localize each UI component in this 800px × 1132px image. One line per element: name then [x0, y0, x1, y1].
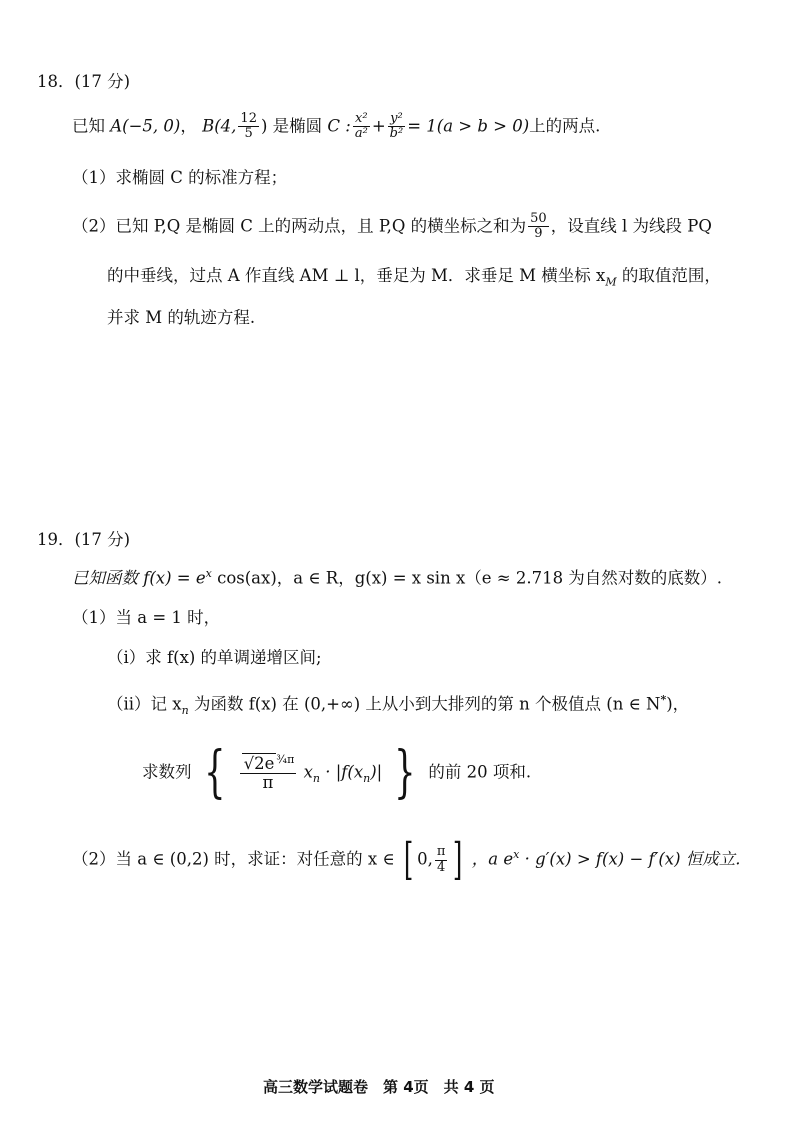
q19-seq-frac	[240, 754, 297, 793]
q18-point-b: B(4,	[202, 116, 237, 136]
brace-left: {	[203, 740, 226, 805]
q19-part2	[72, 834, 741, 885]
q18-intro-text1: 已知	[72, 116, 105, 136]
q18-header: 18．(17 分)	[37, 72, 131, 91]
q18-part2-line2-tail: 的取值范围，	[621, 266, 721, 285]
q18-point-a: A(−5, 0)	[110, 116, 181, 136]
q18-frac-num: 12	[240, 111, 257, 126]
q18-part2-line2-text: 的中垂线，过点 A 作直线 AM ⊥ l，垂足为 M．求垂足 M 横坐标 x	[107, 266, 606, 285]
q18-part2-text-a: （2）已知 P,Q 是椭圆 C 上的两动点，且 P,Q 的横坐标之和为	[72, 216, 527, 236]
q18-eq: = 1(a > b > 0)	[407, 116, 530, 136]
q18-xm-sub: M	[605, 275, 617, 289]
q18-plus: +	[371, 116, 386, 136]
q18-frac-50-9	[528, 212, 549, 242]
q19-sub-ii-a: （ii）记 x	[107, 694, 182, 714]
q19-seq-num	[240, 754, 297, 775]
q19-sub-ii-sub: n	[181, 703, 189, 717]
q19-part2-b: ，a e	[471, 849, 514, 869]
q19-intro-sup: x	[205, 567, 212, 580]
q19-part2-interval-l: 0,	[417, 849, 433, 869]
q19-frac-pi-4	[435, 845, 448, 875]
q19-seq-a: 求数列	[142, 762, 192, 782]
q18-frac9: 9	[534, 226, 543, 242]
q18-intro-text3: 上的两点.	[529, 116, 601, 136]
q19-header: 19．(17 分)	[37, 530, 131, 549]
q18-ellipse-label: C :	[327, 116, 351, 136]
q18-intro-text2: ) 是椭圆	[260, 116, 323, 136]
q19-seq-exp: ¾π	[276, 752, 295, 766]
q18-y2: y²	[388, 112, 406, 127]
q18-frac-x2a2	[353, 112, 370, 142]
q18-sep: ，	[180, 116, 197, 136]
q18-part2-line2	[107, 268, 721, 287]
q19-seq-abs: · |f(x	[325, 762, 364, 782]
q19-part2-c: · g′(x) > f(x) − f′(x) 恒成立.	[524, 849, 741, 869]
q19-intro-b: cos(ax)，a ∈ R，g(x) = x sin x（e ≈ 2.718 为自然对数的底数）.	[217, 568, 723, 588]
q19-intro	[72, 568, 722, 587]
q19-part2-sup: x	[513, 848, 520, 861]
q18-part2-line3: 并求 M 的轨迹方程.	[107, 308, 256, 327]
page-footer: 高三数学试题卷 第 4页 共 4 页	[263, 1078, 495, 1096]
q19-seq-abs-end: )|	[370, 762, 383, 782]
q19-seq-abs-sub: n	[363, 771, 371, 785]
q19-pi: π	[436, 844, 446, 860]
q19-seq-b: 的前 20 项和.	[428, 762, 532, 782]
q18-a2: a²	[354, 126, 368, 142]
q19-sub-ii-b: 为函数 f(x) 在 (0,+∞) 上从小到大排列的第 n 个极值点 (n ∈ N	[193, 694, 661, 714]
q18-part1: （1）求椭圆 C 的标准方程；	[72, 168, 288, 187]
q19-sub-ii-sup: *	[660, 693, 667, 706]
q18-frac-y2b2	[388, 112, 406, 142]
q19-part2-a: （2）当 a ∈ (0,2) 时，求证：对任意的 x ∈	[72, 849, 395, 869]
q18-part2-line1	[72, 212, 712, 242]
q19-seq-mid-sub: n	[312, 771, 320, 785]
brace-right: }	[394, 740, 416, 805]
q19-sub-i: （i）求 f(x) 的单调递增区间;	[107, 648, 322, 667]
bracket-left: [	[403, 834, 414, 885]
q18-frac-den: 5	[244, 126, 253, 142]
q18-b2: b²	[389, 126, 404, 142]
q19-four: 4	[436, 859, 446, 875]
q19-part1: （1）当 a = 1 时，	[72, 608, 221, 627]
q19-sub-ii	[107, 694, 689, 716]
q18-part2-text-b: ，设直线 l 为线段 PQ	[550, 216, 712, 236]
q19-sequence	[142, 740, 532, 805]
q19-intro-a: 已知函数 f(x) = e	[72, 568, 206, 588]
bracket-right: ]	[453, 834, 463, 885]
q18-frac-12-5	[238, 112, 259, 142]
q18-intro	[72, 112, 600, 142]
q18-frac50: 50	[530, 211, 547, 226]
q19-seq-mid: x	[303, 762, 313, 782]
q19-sub-ii-c: )，	[666, 694, 690, 714]
q18-x2: x²	[353, 112, 370, 127]
q19-seq-den: π	[262, 773, 274, 793]
q19-seq-sqrt: √2e	[243, 754, 275, 774]
